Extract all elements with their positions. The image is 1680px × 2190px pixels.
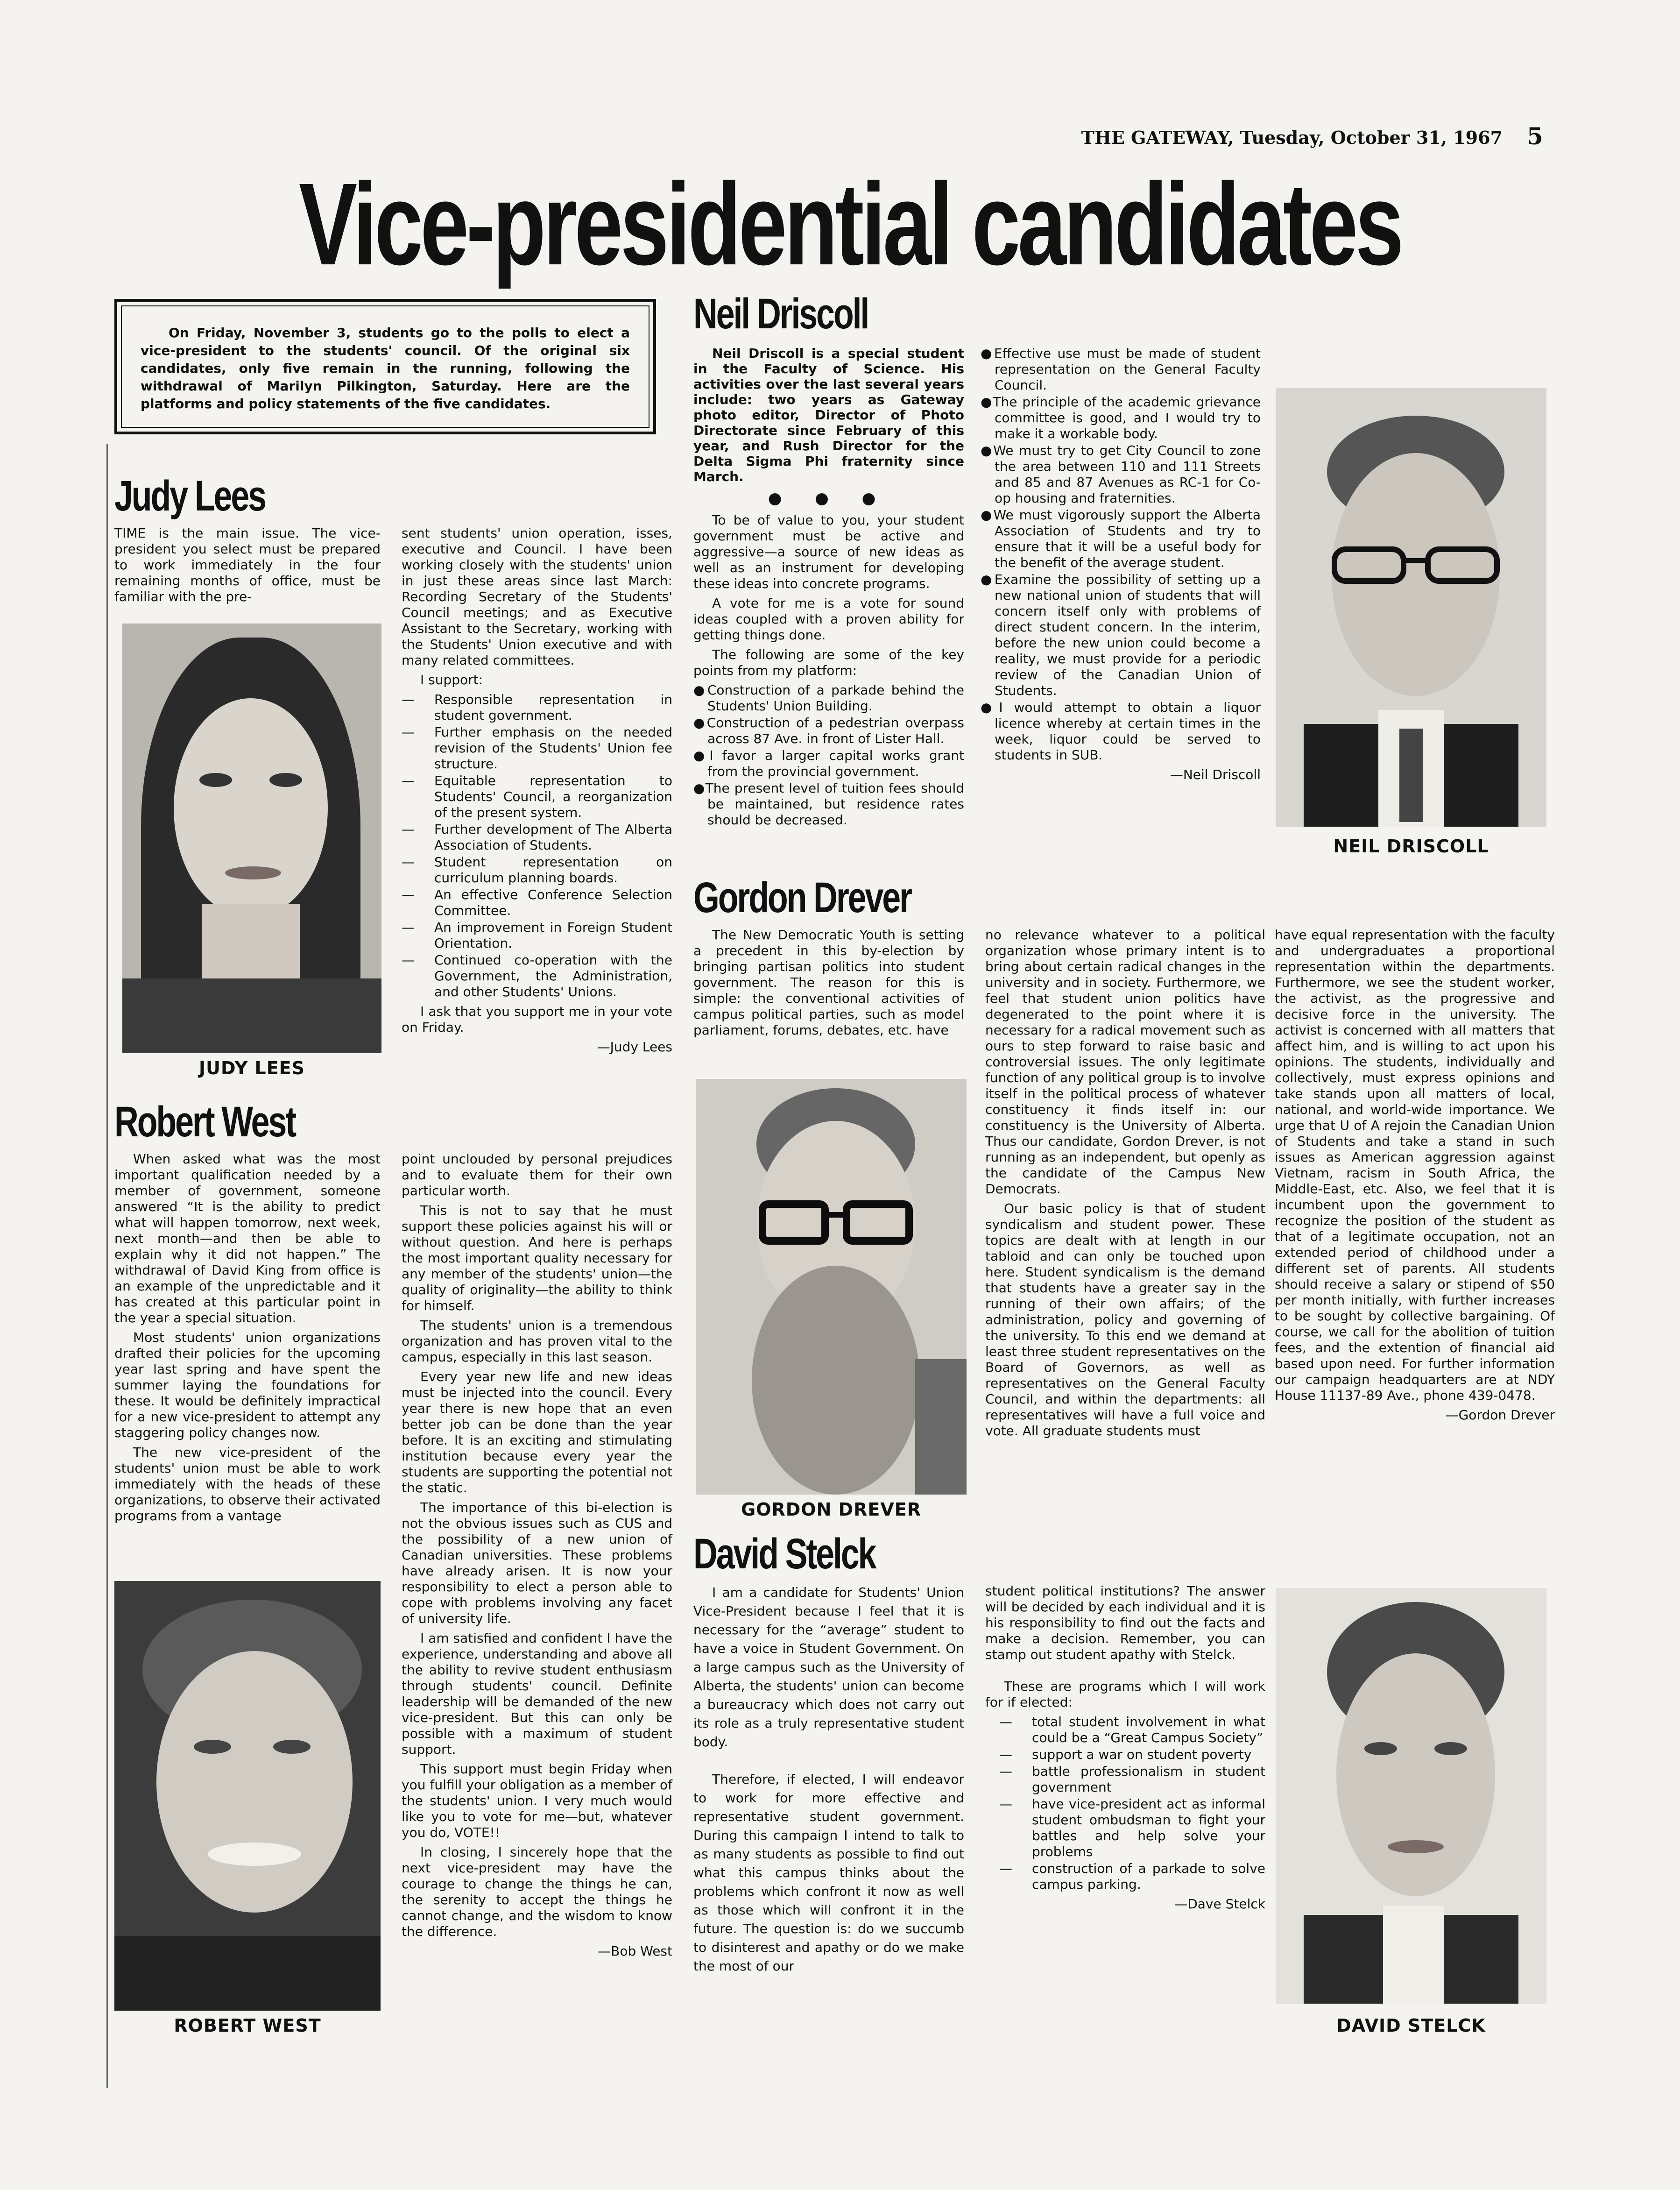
stelck-item: — battle professionalism in student government <box>999 1764 1265 1795</box>
drever-signature: —Gordon Drever <box>1445 1407 1555 1423</box>
west-heading-wrap <box>114 1098 395 1149</box>
west-paragraph: This support must begin Friday when you fulfill your obligation as a member of the students' union. I very much would like you to vote for me—but, whatever you do, VOTE!! <box>402 1761 672 1840</box>
driscoll-paragraph: To be of value to you, your student government must be active and aggressive—a source of new ideas as well as an instrument for developing these ideas into concrete programs. <box>693 512 964 591</box>
headline-text: Vice-presidential candidates <box>299 159 1401 289</box>
drever-heading: Gordon Drever <box>693 874 911 921</box>
lees-photo <box>122 624 381 1053</box>
left-margin-rule <box>106 444 108 2088</box>
page-number: 5 <box>1527 122 1543 150</box>
lees-item: — Student representation on curriculum planning boards. <box>402 854 672 886</box>
west-paragraph: Most students' union organizations drafted their policies for the upcoming year last spring and have spent the summer laying the foundations for these. It would be definitely impractical for a new vice-president to attempt any staggering policy changes now. <box>114 1330 381 1440</box>
intro-box <box>114 299 656 434</box>
stelck-item: — construction of a parkade to solve campus parking. <box>999 1861 1265 1892</box>
stelck-caption: DAVID STELCK <box>1336 2015 1486 2036</box>
driscoll-bio: Neil Driscoll is a special student in the Faculty of Science. His activities over the last several years include: two years as Gateway photo editor, Director of Photo Directorate since February of this year, and Rush Director for the Delta Sigma Phi fraternity since March. <box>693 346 964 484</box>
driscoll-item: ● The principle of the academic grievance committee is good, and I would try to make it a workable body. <box>981 394 1261 442</box>
west-photo <box>114 1581 381 2011</box>
lees-item: — Further development of The Alberta Association of Students. <box>402 822 672 853</box>
west-paragraph: In closing, I sincerely hope that the next vice-president may have the courage to change the things he can, the serenity to accept the things he cannot change, and the wisdom to know the difference. <box>402 1844 672 1939</box>
west-paragraph: I am satisfied and confident I have the experience, understanding and above all the ability to revive student enthusiasm through students' council. Definite leadership will be demanded of the new vice-president. But this can only be possible with a maximum of student support. <box>402 1630 672 1757</box>
west-paragraph: The new vice-president of the students' union must be able to work immediately with the heads of these organizations, to observe their activated programs from a vantage <box>114 1445 381 1524</box>
stelck-paragraph: Therefore, if elected, I will endeavor to work for more effective and representative student government. During this campaign I intend to talk to as many students as possible to find out what this campus thinks about the problems which confront it now as well as those which will confront it in the future. The question is: do we succumb to disinterest and apathy or do we make the most of our <box>693 1772 964 1974</box>
lees-item: — Equitable representation to Students' Council, a reorganization of the present system. <box>402 773 672 821</box>
driscoll-column-1 <box>693 346 964 832</box>
driscoll-paragraph: A vote for me is a vote for sound ideas coupled with a proven ability for getting things done. <box>693 595 964 643</box>
lees-intro <box>114 525 381 609</box>
stelck-paragraph: I am a candidate for Students' Union Vice-President because I feel that it is necessary for the “average” student to have a voice in Student Government. On a large campus such as the University of Alberta, the students' union can become a bureaucracy which does not carry out its role as a truly representative student body. <box>693 1585 964 1750</box>
driscoll-item: ● I would attempt to obtain a liquor licence whereby at certain times in the week, liquor could be served to students in SUB. <box>981 700 1261 763</box>
lees-item: — Further emphasis on the needed revision of the Students' Union fee structure. <box>402 724 672 772</box>
west-paragraph: When asked what was the most important qualification needed by a member of government, someone answered “It is the ability to predict what will happen tomorrow, next week, next month—and then be able to explain why it did not happen.” The withdrawal of David King from office is an example of the unpredictable and it has created at this particular point in the year a special situation. <box>114 1151 381 1325</box>
lees-p1-a: TIME is the main issue. The vice-president you select must be prepared to work immediately in the four remaining months of office, must be familiar with the pre- <box>114 525 381 604</box>
drever-caption: GORDON DREVER <box>741 1499 922 1520</box>
driscoll-platform-list-1 <box>693 682 964 828</box>
intro-text: On Friday, November 3, students go to the polls to elect a vice-president to the students' council. Of the original six candidates, only five remain in the running, following the withdrawal of Marilyn Pilkington, Saturday. Here are the platforms and policy statements of the five candidates. <box>141 325 630 411</box>
driscoll-item: ● We must try to get City Council to zone the area between 110 and 111 Streets and 85 and 87 Avenues as RC-1 for Co-op housing and fraternities. <box>981 443 1261 506</box>
west-paragraph: This is not to say that he must support these policies against his will or without question. And here is perhaps the most important quality necessary for any member of the students' union—the quality of originality—the ability to think for himself. <box>402 1203 672 1313</box>
page-headline <box>299 159 1401 289</box>
stelck-photo <box>1276 1588 1546 2004</box>
driscoll-item: ● I favor a larger capital works grant from the provincial government. <box>693 748 964 780</box>
lees-caption: JUDY LEES <box>198 1058 305 1078</box>
lees-column-2 <box>402 525 672 1059</box>
drever-paragraph: no relevance whatever to a political organization whose primary intent is to bring about certain radical changes in the university and in society. Furthermore, we feel that student union politics have degenerated to the point where it is necessary for a radical movement such as ours to step forward to raise basic and controversial issues. The only legitimate function of any political group is to involve itself in the political process of whatever constituency it finds itself in: our constituency is the University of Alberta. Thus our candidate, Gordon Drever, is not running as an independent, but openly as the candidate of the Campus New Democrats. <box>985 927 1265 1197</box>
west-column-1 <box>114 1151 381 1528</box>
west-signature: —Bob West <box>598 1943 672 1959</box>
west-column-2 <box>402 1151 672 1963</box>
lees-item: — An effective Conference Selection Committee. <box>402 887 672 919</box>
driscoll-item: ● Construction of a pedestrian overpass across 87 Ave. in front of Lister Hall. <box>693 715 964 747</box>
west-caption: ROBERT WEST <box>174 2015 321 2036</box>
stelck-item: — support a war on student poverty <box>999 1747 1265 1763</box>
driscoll-item: ● We must vigorously support the Alberta Association of Students and try to ensure that it will be a useful body for the benefit of the average student. <box>981 507 1261 571</box>
lees-support: I support: <box>420 672 483 687</box>
lees-closing: I ask that you support me in your vote on Friday. <box>402 1004 672 1035</box>
west-heading: Robert West <box>114 1098 295 1146</box>
driscoll-column-2 <box>981 346 1261 787</box>
driscoll-dots: ● ● ● <box>768 489 890 508</box>
lees-item: — Continued co-operation with the Government, the Administration, and other Students' Unions. <box>402 952 672 1000</box>
lees-signature: —Judy Lees <box>597 1039 672 1055</box>
drever-column-2 <box>985 927 1265 1443</box>
stelck-signature: —Dave Stelck <box>1174 1896 1265 1912</box>
driscoll-platform-list-2 <box>981 346 1261 763</box>
stelck-column-2 <box>985 1583 1265 1916</box>
stelck-item: — have vice-president act as informal student ombudsman to fight your battles and help solve your problems <box>999 1796 1265 1860</box>
driscoll-item: ● Examine the possibility of setting up a new national union of students that will concern itself only with problems of direct student concern. In the interim, before the new union could become a reality, we must provide for a periodic review of the Canadian Union of Students. <box>981 572 1261 699</box>
stelck-heading: David Stelck <box>693 1530 875 1578</box>
drever-paragraph: Our basic policy is that of student syndicalism and student power. These topics are dealt with at length in our tabloid and can only be touched upon here. Student syndicalism is the demand that students have a greater say in the running of their own affairs; of the administration, policy and governing of the university. To this end we demand at least three student representatives on the Board of Governors, as well as representatives on the General Faculty Council, and within the departments: all representatives will have a full voice and vote. All graduate students must <box>985 1201 1265 1439</box>
driscoll-photo <box>1276 388 1546 827</box>
west-paragraph: point unclouded by personal prejudices and to evaluate them for their own particular worth. <box>402 1151 672 1198</box>
driscoll-item: ● The present level of tuition fees should be maintained, but residence rates should be decreased. <box>693 780 964 828</box>
west-paragraph: The importance of this bi-election is not the obvious issues such as CUS and the possibility of a new union of Canadian universities. These problems have already arisen. It is now your responsibility to elect a person able to cope with problems involving any facet of university life. <box>402 1500 672 1626</box>
stelck-paragraph: student political institutions? The answer will be decided by each individual and it is his responsibility to find out the facts and make a decision. Remember, you can stamp out student apathy with Stelck. <box>985 1583 1265 1662</box>
drever-paragraph: have equal representation with the faculty and undergraduates a proportional representation within the departments. Furthermore, we see the student worker, the activist, as the progressive and decisive force in the university. The activist is concerned with all matters that affect him, and is willing to act upon his opinions. The students, individually and collectively, must express opinions and take stands upon all matters of local, national, and world-wide importance. We urge that U of A rejoin the Canadian Union of Students and take a stand in such issues as American aggression against Vietnam, racism in South Africa, the Middle-East, etc. Also, we feel that it is incumbent upon the government to recognize the position of the student as that of a legitimate occupation, not an extended period of childhood under a different set of parents. All students should receive a salary or stipend of $50 per month initially, with further increases to be sought by collective bargaining. Of course, we call for the abolition of tuition fees, and the extention of financial aid based upon need. For further information our campaign headquarters are at NDY House 11137-89 Ave., phone 439-0478. <box>1275 927 1555 1403</box>
driscoll-signature: —Neil Driscoll <box>1170 767 1261 782</box>
lees-platform-list <box>402 692 672 1000</box>
drever-photo <box>696 1079 967 1495</box>
drever-column-1 <box>693 927 964 1042</box>
drever-paragraph: The New Democratic Youth is setting a precedent in this by-election by bringing partisan politics into student government. The reason for this is simple: the conventional activities of campus political parties, such as model parliament, forums, debates, etc. have <box>693 927 964 1038</box>
stelck-program-list <box>999 1714 1265 1892</box>
driscoll-caption: NEIL DRISCOLL <box>1333 836 1489 857</box>
newspaper-dateline: THE GATEWAY, Tuesday, October 31, 1967 <box>1081 127 1503 148</box>
stelck-paragraph: These are programs which I will work for if elected: <box>985 1679 1265 1710</box>
west-paragraph: Every year new life and new ideas must be injected into the council. Every year there is new hope that an even better job can be done than the year before. It is an exciting and stimulating institution because every year the students are supporting the potential not the static. <box>402 1369 672 1495</box>
driscoll-paragraph: The following are some of the key points from my platform: <box>693 647 964 678</box>
lees-p1-b: sent students' union operation, isses, executive and Council. I have been working closely with the students' union in just these areas since last March: Recording Secretary of the Students' Council meetings; and as Executive Assistant to the Secretary, working with the Students' Union executive and with many related committees. <box>402 525 672 668</box>
driscoll-heading: Neil Driscoll <box>693 290 868 338</box>
lees-item: — An improvement in Foreign Student Orientation. <box>402 920 672 951</box>
lees-heading: Judy Lees <box>114 472 265 520</box>
stelck-heading-wrap <box>693 1530 974 1581</box>
stelck-item: — total student involvement in what could be a “Great Campus Society” <box>999 1714 1265 1746</box>
drever-column-3 <box>1275 927 1555 1427</box>
driscoll-item: ● Construction of a parkade behind the Students' Union Building. <box>693 682 964 714</box>
lees-heading-wrap <box>114 472 376 523</box>
west-paragraph: The students' union is a tremendous organization and has proven vital to the campus, especially in this last season. <box>402 1318 672 1365</box>
driscoll-item: ● Effective use must be made of student representation on the General Faculty Council. <box>981 346 1261 393</box>
lees-item: — Responsible representation in student government. <box>402 692 672 723</box>
stelck-column-1 <box>693 1583 964 1979</box>
drever-heading-wrap <box>693 873 1020 925</box>
driscoll-heading-wrap <box>693 290 974 341</box>
